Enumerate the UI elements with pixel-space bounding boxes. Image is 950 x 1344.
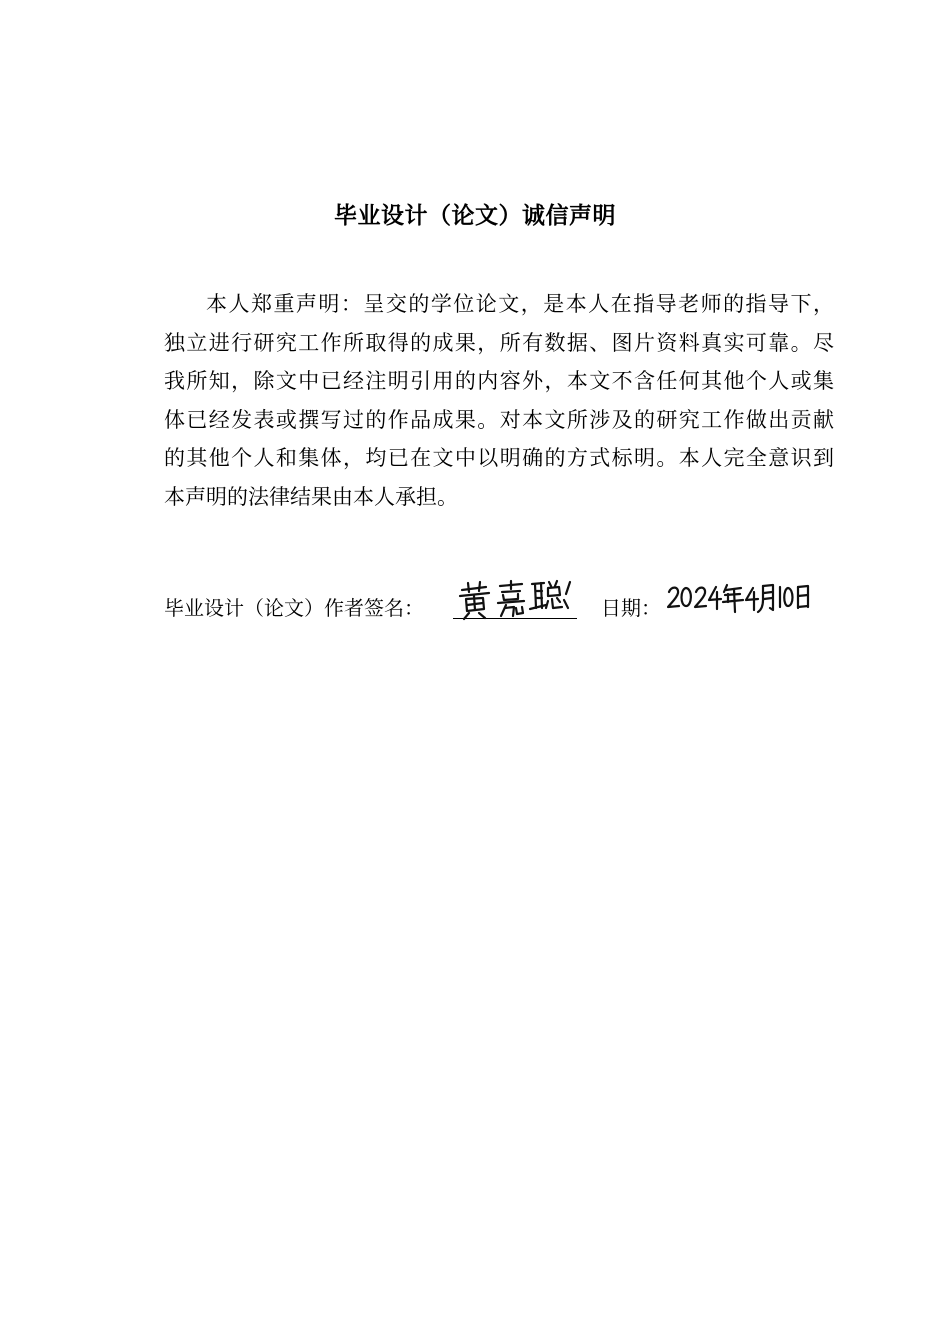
date-label: 日期： — [601, 596, 661, 620]
handwritten-signature — [456, 578, 576, 622]
document-title: 毕业设计（论文）诚信声明 — [334, 203, 616, 229]
declaration-paragraph — [164, 285, 834, 516]
paragraph-line: 独立进行研究工作所取得的成果，所有数据、图片资料真实可靠。尽 — [164, 330, 834, 355]
signature-label: 毕业设计（论文）作者签名： — [164, 596, 424, 620]
paragraph-line: 本人郑重声明：呈交的学位论文，是本人在指导老师的指导下， — [206, 292, 834, 316]
handwritten-date — [667, 582, 817, 618]
paragraph-line: 我所知，除文中已经注明引用的内容外，本文不含任何其他个人或集 — [164, 369, 834, 393]
paragraph-line: 的其他个人和集体，均已在文中以明确的方式标明。本人完全意识到 — [164, 446, 834, 470]
paragraph-line: 体已经发表或撰写过的作品成果。对本文所涉及的研究工作做出贡献 — [164, 407, 834, 432]
paragraph-line: 本声明的法律结果由本人承担。 — [164, 484, 458, 509]
